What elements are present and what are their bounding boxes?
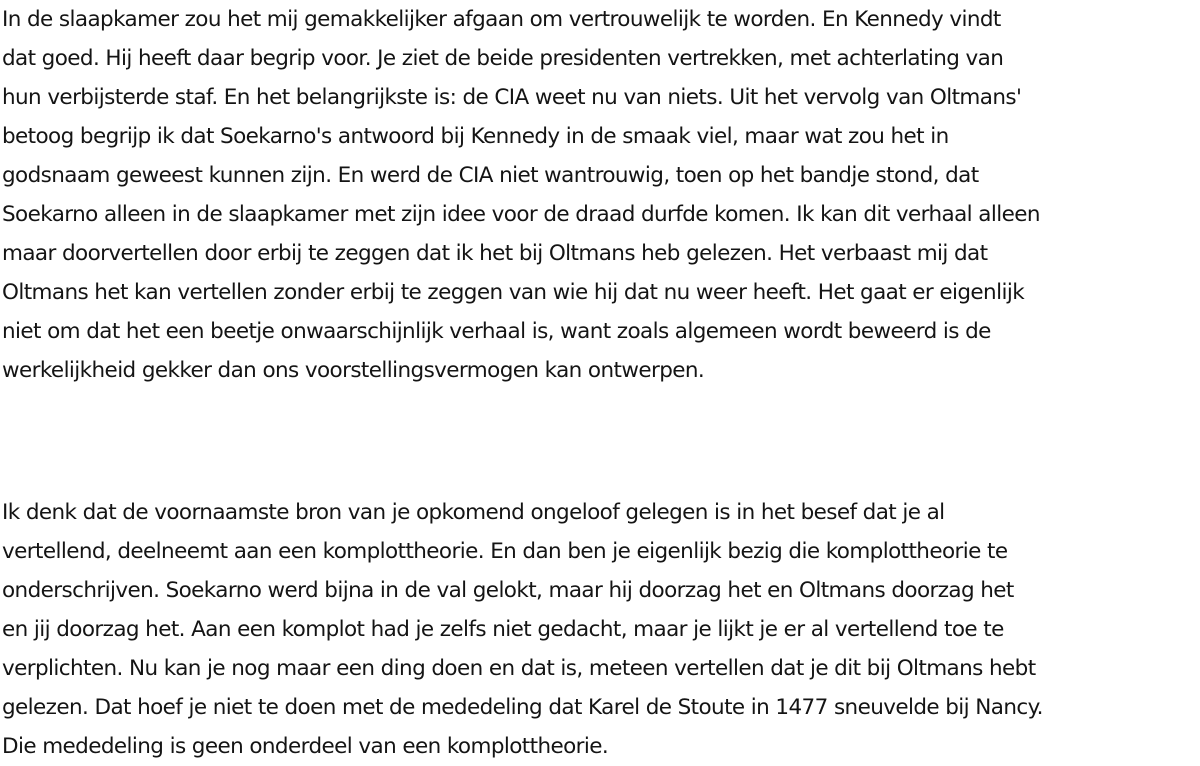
text-line: dat goed. Hij heeft daar begrip voor. Je ziet de beide presidenten vertrekken, met achterlating van [2,46,1004,71]
text-line: betoog begrijp ik dat Soekarno's antwoord bij Kennedy in de smaak viel, maar wat zou het in [2,124,949,149]
text-line: Ik denk dat de voornaamste bron van je opkomend ongeloof gelegen is in het besef dat je al [2,500,945,525]
paragraph-2 [2,493,1198,766]
text-line: werkelijkheid gekker dan ons voorstellingsvermogen kan ontwerpen. [2,358,705,383]
text-line: Oltmans het kan vertellen zonder erbij te zeggen van wie hij dat nu weer heeft. Het gaat er eigenlijk [2,280,1025,305]
text-line: Die mededeling is geen onderdeel van een komplottheorie. [2,734,609,759]
text-line: niet om dat het een beetje onwaarschijnlijk verhaal is, want zoals algemeen wordt beweerd is de [2,319,991,344]
text-line: hun verbijsterde staf. En het belangrijkste is: de CIA weet nu van niets. Uit het vervolg van Oltmans' [2,85,1022,110]
text-line: verplichten. Nu kan je nog maar een ding doen en dat is, meteen vertellen dat je dit bij Oltmans hebt [2,656,1036,681]
paragraph-1 [2,0,1198,390]
text-line: godsnaam geweest kunnen zijn. En werd de CIA niet wantrouwig, toen op het bandje stond, dat [2,163,979,188]
text-line: maar doorvertellen door erbij te zeggen dat ik het bij Oltmans heb gelezen. Het verbaast mij dat [2,241,988,266]
text-line: vertellend, deelneemt aan een komplottheorie. En dan ben je eigenlijk bezig die komplottheorie te [2,539,1008,564]
text-line: In de slaapkamer zou het mij gemakkelijker afgaan om vertrouwelijk te worden. En Kennedy vindt [2,7,1001,32]
text-line: en jij doorzag het. Aan een komplot had je zelfs niet gedacht, maar je lijkt je er al vertellend toe te [2,617,1004,642]
text-line: gelezen. Dat hoef je niet te doen met de mededeling dat Karel de Stoute in 1477 sneuvelde bij Nancy. [2,695,1043,720]
text-line: Soekarno alleen in de slaapkamer met zijn idee voor de draad durfde komen. Ik kan dit verhaal alleen [2,202,1040,227]
text-line: onderschrijven. Soekarno werd bijna in de val gelokt, maar hij doorzag het en Oltmans doorzag het [2,578,1014,603]
